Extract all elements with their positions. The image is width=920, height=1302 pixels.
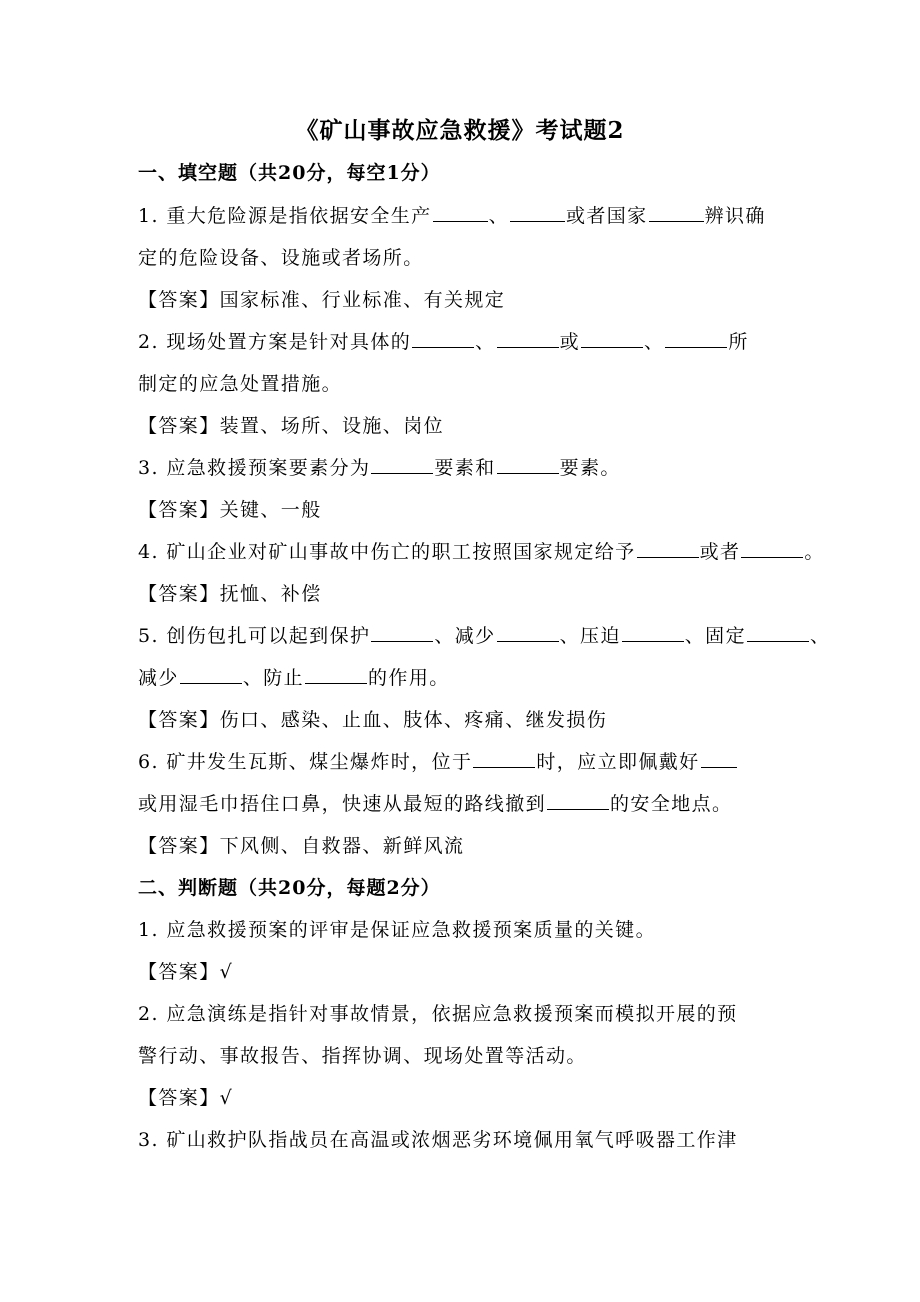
tf-question-3: 3. 矿山救护队指战员在高温或浓烟恶劣环境佩用氧气呼吸器工作津	[138, 1129, 738, 1151]
answer-blank	[305, 666, 367, 684]
question-4	[138, 539, 825, 565]
section-heading-fill-blank: 一、填空题（共20分，每空1分）	[138, 162, 441, 184]
answer-blank	[412, 330, 474, 348]
tf-question-2-continued: 警行动、事故报告、指挥协调、现场处置等活动。	[138, 1045, 587, 1067]
answer-2: 【答案】装置、场所、设施、岗位	[138, 415, 445, 437]
answer-blank	[581, 330, 643, 348]
question-text: 的作用。	[368, 667, 450, 689]
question-text: 所	[728, 331, 749, 353]
question-text: 时，应立即佩戴好	[536, 751, 700, 773]
question-3	[138, 455, 621, 481]
answer-blank	[497, 456, 559, 474]
answer-blank	[701, 750, 737, 768]
question-1-continued: 定的危险设备、设施或者场所。	[138, 247, 424, 269]
answer-blank	[510, 204, 565, 222]
question-text: 减少	[138, 667, 179, 689]
question-text: 、	[809, 625, 831, 647]
question-text: 、压迫	[559, 625, 621, 647]
answer-blank	[371, 456, 433, 474]
answer-blank	[547, 792, 609, 810]
answer-blank	[649, 204, 704, 222]
answer-blank	[665, 330, 727, 348]
question-text: 、减少	[434, 625, 496, 647]
answer-blank	[741, 540, 803, 558]
question-text: 辨识确	[704, 205, 766, 227]
answer-blank	[433, 204, 488, 222]
tf-question-2: 2. 应急演练是指针对事故情景，依据应急救援预案而模拟开展的预	[138, 1003, 738, 1025]
question-5-continued	[138, 665, 450, 691]
question-text: 5. 创伤包扎可以起到保护	[138, 625, 371, 647]
section-heading-true-false: 二、判断题（共20分，每题2分）	[138, 877, 441, 899]
answer-blank	[637, 540, 699, 558]
answer-5: 【答案】伤口、感染、止血、肢体、疼痛、继发损伤	[138, 709, 608, 731]
answer-blank	[473, 750, 535, 768]
answer-blank	[497, 330, 559, 348]
question-text: 的安全地点。	[610, 793, 733, 815]
answer-blank	[371, 624, 433, 642]
question-text: 、	[643, 331, 665, 353]
question-text: 或者国家	[565, 205, 648, 227]
question-text: 或者	[699, 541, 741, 563]
question-text: 6. 矿井发生瓦斯、煤尘爆炸时，位于	[138, 751, 473, 773]
question-text: 3. 应急救援预案要素分为	[138, 457, 371, 479]
answer-3: 【答案】关键、一般	[138, 499, 322, 521]
question-text: 要素和	[434, 457, 496, 479]
answer-1: 【答案】国家标准、行业标准、有关规定	[138, 289, 506, 311]
question-text: 、	[475, 331, 496, 353]
question-text: 2. 现场处置方案是针对具体的	[138, 331, 412, 353]
question-text: 、	[488, 205, 509, 227]
answer-blank	[497, 624, 559, 642]
answer-blank	[747, 624, 809, 642]
question-text: 。	[804, 541, 825, 563]
question-6	[138, 749, 738, 775]
question-text: 或	[559, 331, 580, 353]
question-text: 或用湿毛巾捂住口鼻，快速从最短的路线撤到	[138, 793, 547, 815]
answer-blank	[622, 624, 684, 642]
tf-answer-1: 【答案】√	[138, 961, 234, 983]
tf-question-1: 1. 应急救援预案的评审是保证应急救援预案质量的关键。	[138, 919, 656, 941]
question-text: 要素。	[559, 457, 621, 479]
answer-4: 【答案】抚恤、补偿	[138, 583, 322, 605]
question-6-continued	[138, 791, 732, 817]
question-2-continued: 制定的应急处置措施。	[138, 373, 343, 395]
question-text: 、防止	[242, 667, 305, 689]
question-5	[138, 623, 830, 649]
answer-6: 【答案】下风侧、自救器、新鲜风流	[138, 835, 465, 857]
question-text: 1. 重大危险源是指依据安全生产	[138, 205, 432, 227]
page-title: 《矿山事故应急救援》考试题2	[295, 117, 625, 144]
question-1	[138, 203, 766, 229]
question-2	[138, 329, 749, 355]
answer-blank	[180, 666, 242, 684]
question-text: 4. 矿山企业对矿山事故中伤亡的职工按照国家规定给予	[138, 541, 636, 563]
tf-answer-2: 【答案】√	[138, 1087, 234, 1109]
question-text: 、固定	[684, 625, 746, 647]
